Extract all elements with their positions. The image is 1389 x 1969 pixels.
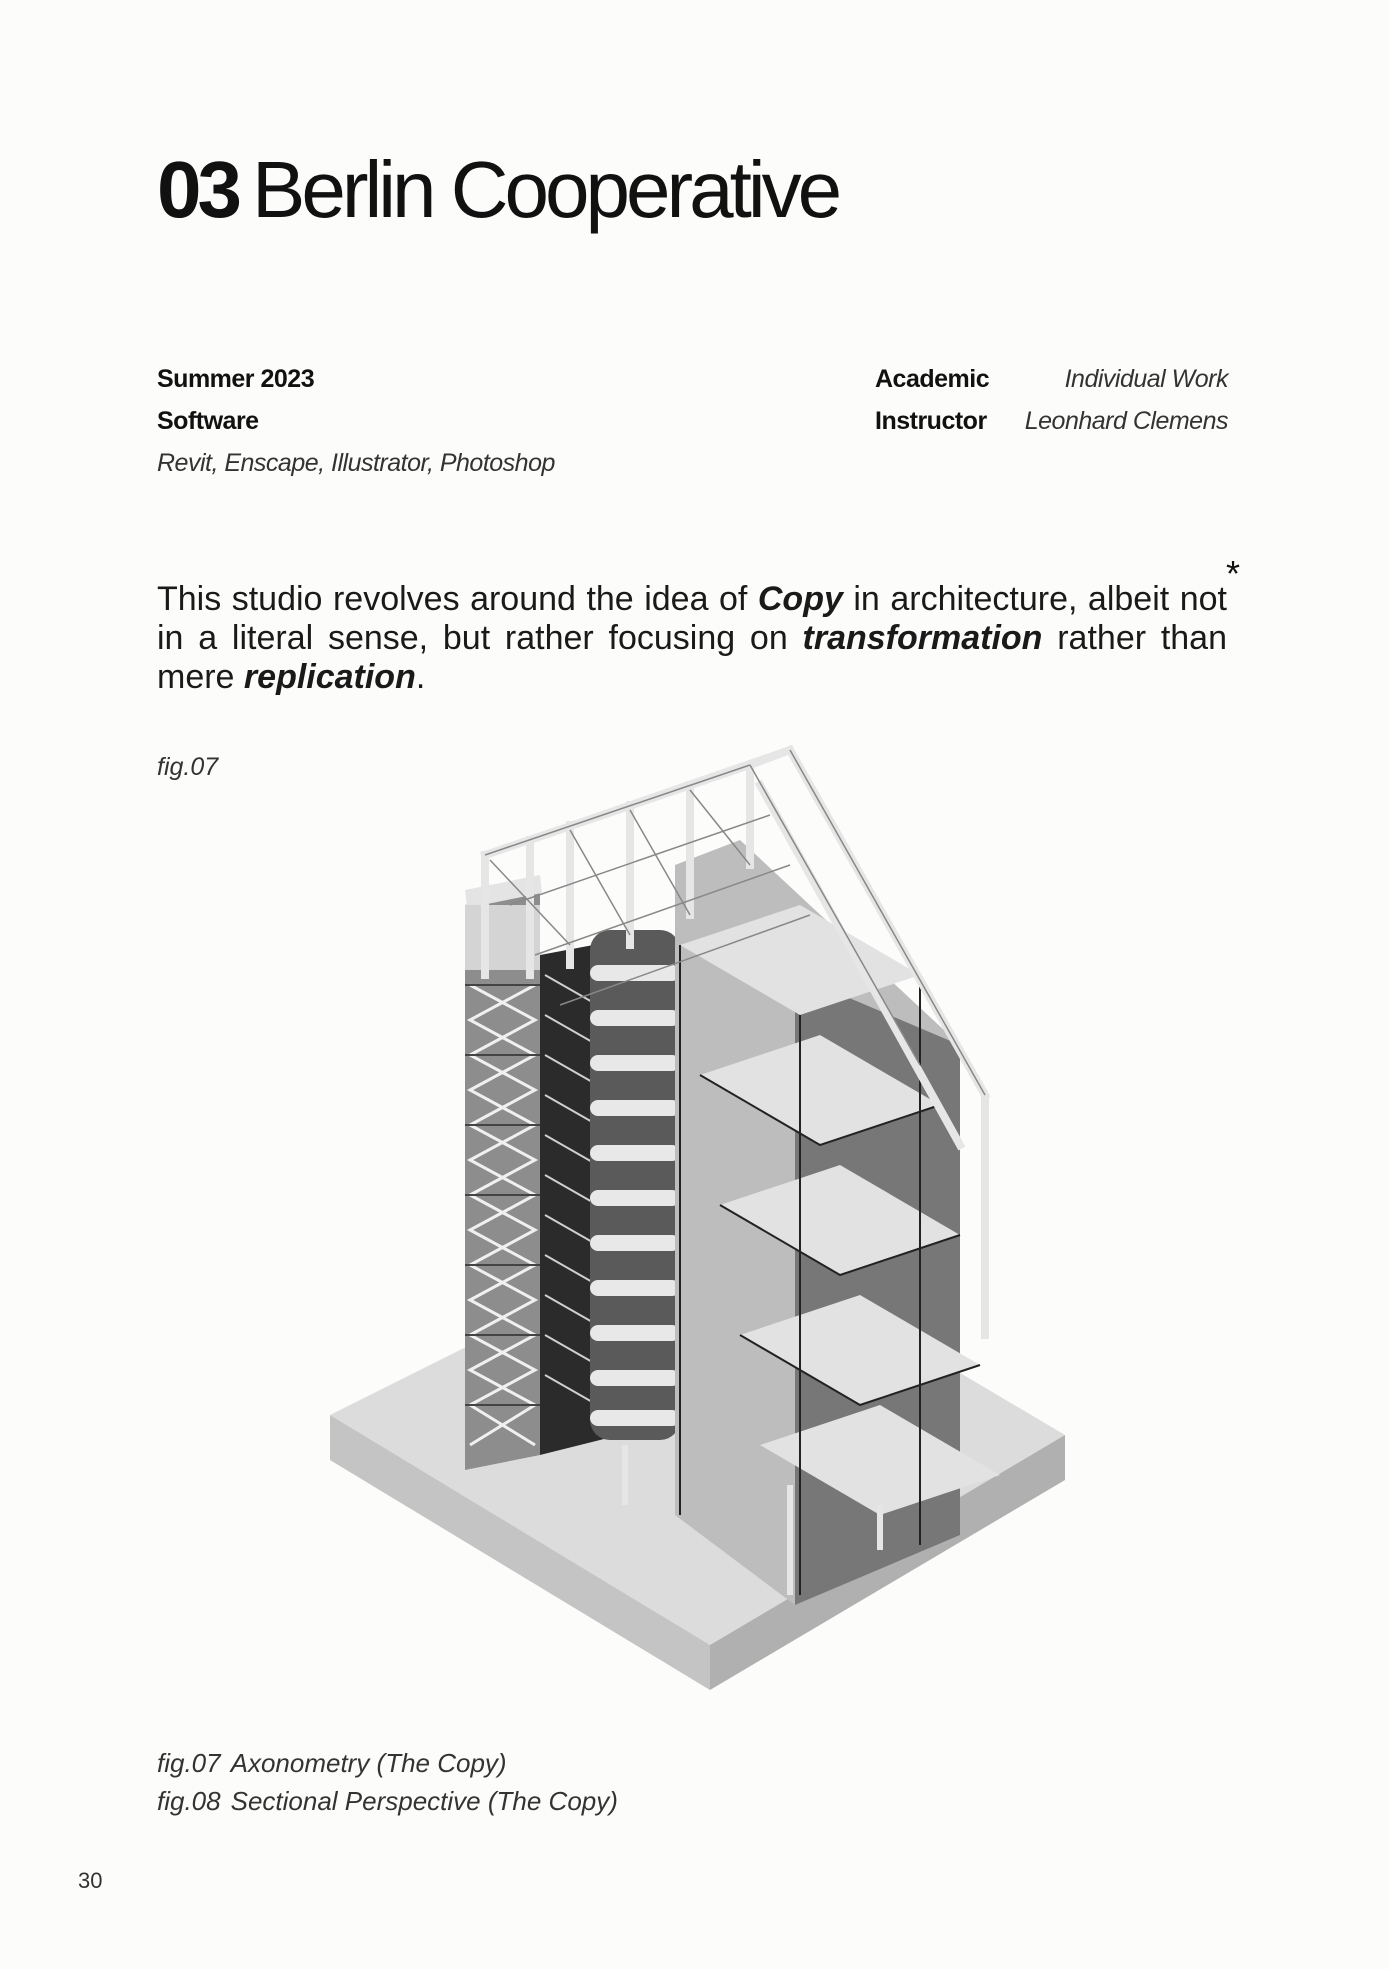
academic-value: Individual Work <box>1064 365 1228 393</box>
instructor-value: Leonhard Clemens <box>1024 407 1228 435</box>
asterisk-mark: * <box>1226 553 1241 594</box>
instructor-label: Instructor <box>875 407 987 435</box>
intro-paragraph <box>157 580 1227 697</box>
main-structure <box>675 840 1000 1605</box>
axonometric-drawing <box>320 745 1080 1705</box>
page-title <box>157 145 839 234</box>
academic-row <box>875 358 1228 400</box>
intro-text: . <box>415 658 426 696</box>
intro-text: rather than mere <box>157 619 1227 696</box>
caption-line <box>157 1782 618 1820</box>
caption-ref: fig.08 <box>157 1786 221 1816</box>
software-label: Software <box>157 407 259 435</box>
project-meta-right <box>875 358 1228 442</box>
project-date: Summer 2023 <box>157 365 315 393</box>
instructor-row <box>875 400 1228 442</box>
caption-text: Axonometry (The Copy) <box>230 1748 507 1778</box>
intro-text: This studio revolves around the idea of <box>157 580 758 618</box>
intro-text: in architecture, albeit not in a literal sense, but rather focusing on <box>157 580 1227 657</box>
caption-ref: fig.07 <box>157 1748 221 1778</box>
project-number: 03 <box>157 145 238 234</box>
project-meta-left <box>157 358 555 484</box>
page-number: 30 <box>78 1868 103 1893</box>
intro-emphasis: replication <box>243 658 416 696</box>
intro-emphasis: transformation <box>802 619 1043 657</box>
spiral-stair <box>590 930 680 1440</box>
software-value: Revit, Enscape, Illustrator, Photoshop <box>157 449 555 477</box>
caption-text: Sectional Perspective (The Copy) <box>230 1786 618 1816</box>
intro-emphasis: Copy <box>757 580 843 618</box>
caption-line <box>157 1744 618 1782</box>
figure-label: fig.07 <box>157 753 219 781</box>
project-name: Berlin Cooperative <box>251 145 839 234</box>
academic-label: Academic <box>875 365 990 393</box>
figure-captions <box>157 1744 618 1820</box>
